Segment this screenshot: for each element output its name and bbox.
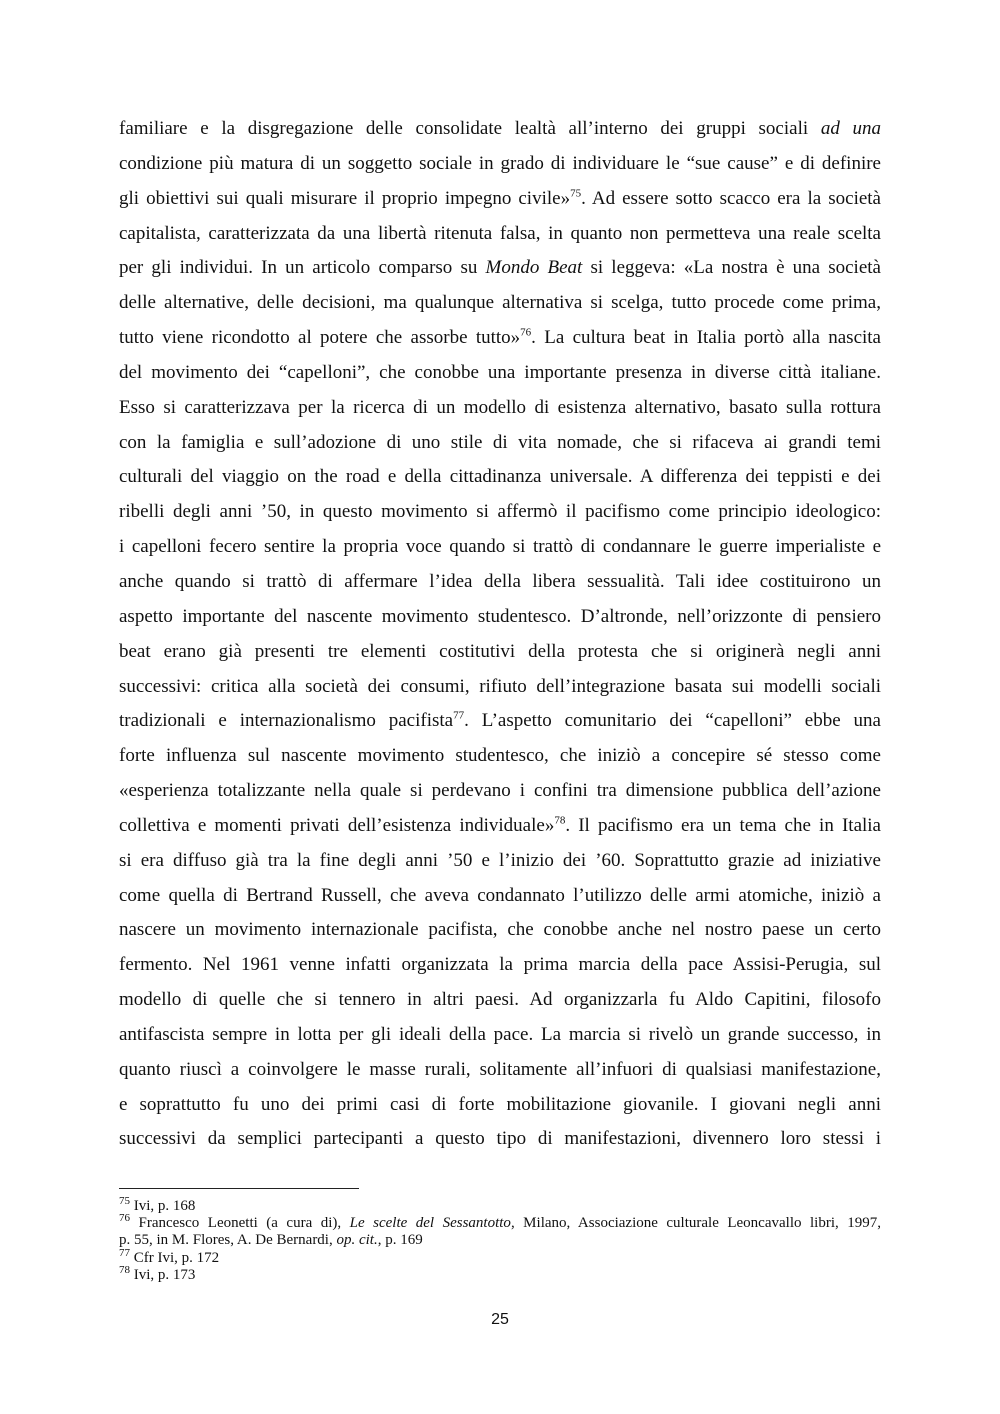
text-line [119, 391, 881, 426]
body-text [119, 112, 881, 1157]
text-run: . Il pacifismo era un tema che in Italia [565, 814, 881, 836]
italic-text: Mondo Beat [485, 257, 583, 279]
text-run: come quella di Bertrand Russell, che aveva condannato l’utilizzo delle armi atomiche, iniziò a [119, 884, 881, 906]
text-run: Esso si caratterizzava per la ricerca di un modello di esistenza alternativo, basato sulla rottura [119, 396, 881, 418]
text-line [119, 983, 881, 1018]
text-run: . L’aspetto comunitario dei “capelloni” ebbe una [464, 710, 881, 732]
footnote-ref: 77 [453, 710, 465, 723]
text-line [119, 182, 881, 217]
text-run: nascere un movimento internazionale pacifista, che conobbe anche nel nostro paese un certo [119, 919, 881, 941]
text-run: per gli individui. In un articolo comparso su [119, 257, 486, 279]
text-run: condizione più matura di un soggetto sociale in grado di individuare le “sue cause” e di definire [119, 152, 881, 174]
text-run: aspetto importante del nascente movimento studentesco. D’altronde, nell’orizzonte di pensiero [119, 605, 881, 627]
text-run: successivi: critica alla società dei consumi, rifiuto dell’integrazione basata sui modelli sociali [119, 675, 881, 697]
text-run: gli obiettivi sui quali misurare il proprio impegno civile» [119, 187, 571, 209]
text-line [119, 809, 881, 844]
text-line [119, 670, 881, 705]
text-run: Cfr Ivi, p. 172 [130, 1249, 220, 1266]
text-line [119, 600, 881, 635]
text-run: collettiva e momenti privati dell’esistenza individuale» [119, 814, 555, 836]
text-run: successivi da semplici partecipanti a questo tipo di manifestazioni, divennero loro stessi i [119, 1128, 881, 1150]
text-line [119, 844, 881, 879]
footnote-line [119, 1195, 881, 1215]
text-run: beat erano già presenti tre elementi costitutivi della protesta che si originerà negli anni [119, 640, 881, 662]
text-line [119, 460, 881, 495]
footnote-ref: 77 [119, 1246, 130, 1259]
text-line [119, 1053, 881, 1088]
text-run: delle alternative, delle decisioni, ma qualunque alternativa si scelga, tutto procede come prima, [119, 292, 881, 314]
text-line [119, 286, 881, 321]
footnote-line [119, 1246, 881, 1267]
text-line [119, 530, 881, 565]
text-line [119, 495, 881, 530]
text-run: tradizionali e internazionalismo pacifista [119, 710, 454, 732]
text-run: Francesco Leonetti (a cura di), [130, 1215, 350, 1232]
page-number: 25 [491, 1311, 509, 1328]
text-run: Ivi, p. 168 [130, 1198, 196, 1214]
text-run: . Ad essere sotto scacco era la società [581, 187, 881, 209]
text-run: fermento. Nel 1961 venne infatti organizzata la prima marcia della pace Assisi-Perugia, sul [119, 954, 881, 976]
text-line [119, 147, 881, 182]
text-run: culturali del viaggio on the road e della cittadinanza universale. A differenza dei teppisti e dei [119, 466, 881, 488]
text-line [119, 739, 881, 774]
footnotes [119, 1195, 881, 1284]
footnote-line [119, 1212, 881, 1232]
text-line [119, 1122, 881, 1157]
text-run: forte influenza sul nascente movimento studentesco, che iniziò a concepire sé stesso come [119, 745, 881, 767]
text-run: e soprattutto fu uno dei primi casi di forte mobilitazione giovanile. I giovani negli anni [119, 1093, 881, 1115]
text-run: anche quando si trattò di affermare l’idea della libera sessualità. Tali idee costituirono un [119, 570, 881, 592]
text-run: , p. 169 [377, 1232, 423, 1249]
text-line [119, 774, 881, 809]
text-line [119, 1018, 881, 1053]
text-line [119, 426, 881, 461]
text-run: con la famiglia e sull’adozione di uno stile di vita nomade, che si rifaceva ai grandi temi [119, 431, 881, 453]
text-line [119, 217, 881, 252]
text-line [119, 251, 881, 286]
text-run: tutto viene ricondotto al potere che assorbe tutto» [119, 327, 521, 349]
text-line [119, 704, 881, 739]
text-run: modello di quelle che si tennero in altri paesi. Ad organizzarla fu Aldo Capitini, filosofo [119, 989, 881, 1011]
text-line [119, 1088, 881, 1123]
text-line [119, 112, 881, 147]
footnote-ref: 75 [570, 187, 582, 200]
text-run: del movimento dei “capelloni”, che conobbe una importante presenza in diverse città italiane. [119, 361, 881, 383]
text-run: «esperienza totalizzante nella quale si perdevano i confini tra dimensione pubblica dell’azione [119, 780, 881, 802]
text-line [119, 635, 881, 670]
text-run: p. 55, in M. Flores, A. De Bernardi, [119, 1232, 337, 1249]
text-run: antifascista sempre in lotta per gli ideali della pace. La marcia si rivelò un grande successo, in [119, 1023, 881, 1045]
footnote-line [119, 1232, 881, 1249]
text-run: familiare e la disgregazione delle consolidate lealtà all’interno dei gruppi sociali [119, 118, 821, 139]
text-run: Ivi, p. 173 [130, 1266, 196, 1283]
footnote-separator [119, 1188, 359, 1189]
text-run: si era diffuso già tra la fine degli anni ’50 e l’inizio dei ’60. Soprattutto grazie ad iniziative [119, 849, 881, 871]
footnote-ref: 76 [520, 326, 532, 339]
footnote-ref: 78 [554, 814, 566, 827]
italic-text: Le scelte del Sessantotto [349, 1215, 511, 1232]
text-run: . La cultura beat in Italia portò alla nascita [531, 327, 881, 349]
italic-text: ad una [820, 118, 882, 139]
text-line [119, 879, 881, 914]
italic-text: op. cit. [336, 1232, 378, 1249]
text-run: si leggeva: «La nostra è una società [582, 257, 881, 279]
text-line [119, 565, 881, 600]
footnote-ref: 78 [119, 1263, 130, 1276]
text-line [119, 356, 881, 391]
text-line [119, 948, 881, 983]
footnote-line [119, 1263, 881, 1284]
footnote-ref: 75 [119, 1195, 130, 1207]
text-line [119, 913, 881, 948]
text-run: ribelli degli anni ’50, in questo movimento si affermò il pacifismo come principio ideologico: [119, 501, 881, 523]
footnote-ref: 76 [119, 1212, 130, 1225]
text-run: , Milano, Associazione culturale Leoncavallo libri, 1997, [510, 1215, 881, 1232]
text-run: quanto riuscì a coinvolgere le masse rurali, solitamente all’infuori di qualsiasi manifestazione, [119, 1058, 881, 1080]
text-line [119, 321, 881, 356]
text-run: i capelloni fecero sentire la propria voce quando si trattò di condannare le guerre imperialiste e [119, 536, 881, 558]
text-run: capitalista, caratterizzata da una libertà ritenuta falsa, in quanto non permetteva una reale scelta [119, 222, 881, 244]
